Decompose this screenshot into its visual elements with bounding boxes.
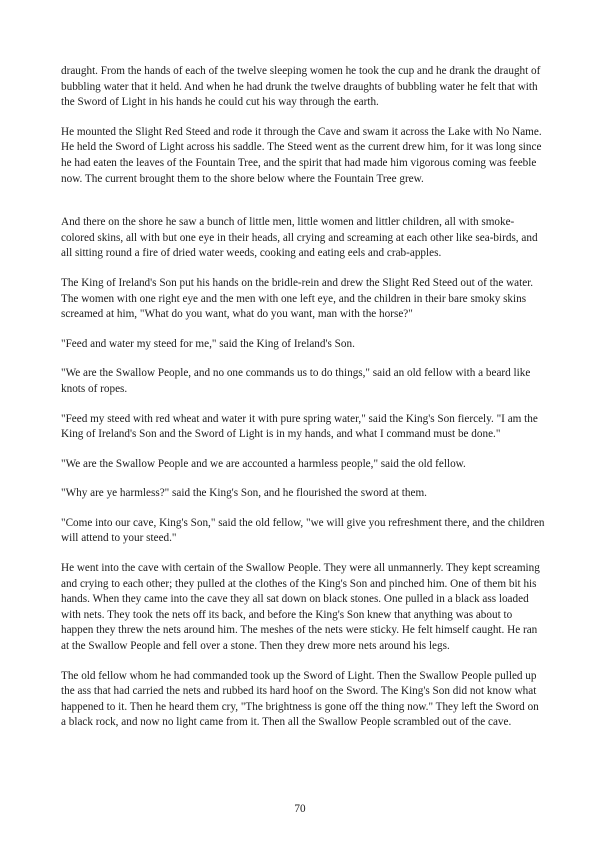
paragraph-11: He went into the cave with certain of the Swallow People. They were all unmannerly. They kept screaming and crying to each other; they pulled at the clothes of the King's Son and pinched him. One of them bit his hands. When they came into the cave they all sat down on black stones. One pulled in a black ass loaded with nets. They took the nets off its back, and before the King's Son knew that anything was about to happen they threw the nets around him. The meshes of the nets were sticky. He felt himself caught. He ran at the Swallow People and fell over a stone. Then they drew more nets around his legs. [61, 562, 540, 653]
paragraph-9: "Why are ye harmless?" said the King's Son, and he flourished the sword at them. [61, 487, 427, 500]
paragraph-8: "We are the Swallow People and we are accounted a harmless people," said the old fellow. [61, 457, 466, 470]
page-number: 70 [294, 803, 306, 815]
paragraph-5: "Feed and water my steed for me," said the King of Ireland's Son. [61, 337, 355, 350]
paragraph-3: And there on the shore he saw a bunch of little men, little women and littler children, all with smoke-colored skins, all with but one eye in their heads, all crying and screaming at each other like sea-birds, and all sitting round a fire of dried water weeds, cooking and eating eels and crab-apples. [61, 216, 538, 260]
paragraph-7: "Feed my steed with red wheat and water it with pure spring water," said the King's Son fiercely. "I am the King of Ireland's Son and the Sword of Light is in my hands, and what I command must be done." [61, 412, 538, 441]
paragraph-12: The old fellow whom he had commanded took up the Sword of Light. Then the Swallow People pulled up the ass that had carried the nets and rubbed its hard hoof on the Sword. The King's Son did not know what happened to it. Then he heard them cry, "The brightness is gone off the thing now." They left the Sword on a black rock, and now no light came from it. Then all the Swallow People scrambled out of the cave. [61, 669, 539, 729]
paragraph-2: He mounted the Slight Red Steed and rode it through the Cave and swam it across the Lake with No Name. He held the Sword of Light across his saddle. The Steed went as the current drew him, for it was long since he had eaten the leaves of the Fountain Tree, and the spirit that had made him vigorous coming was feeble now. The current brought them to the shore below where the Fountain Tree grew. [61, 125, 542, 185]
paragraph-4: The King of Ireland's Son put his hands on the bridle-rein and drew the Slight Red Steed out of the water. The women with one right eye and the men with one left eye, and the children in their bare smoky skins screamed at him, "What do you want, what do you want, man with the horse?" [61, 276, 534, 321]
paragraph-6: "We are the Swallow People, and no one commands us to do things," said an old fellow with a beard like knots of ropes. [61, 367, 531, 395]
paragraph-10: "Come into our cave, King's Son," said the old fellow, "we will give you refreshment there, and the children will attend to your steed." [61, 516, 545, 545]
paragraph-1: draught. From the hands of each of the twelve sleeping women he took the cup and he drank the draught of bubbling water that it held. And when he had drunk the twelve draughts of bubbling water he felt that with the Sword of Light in his hands he could cut his way through the earth. [61, 65, 541, 109]
body-text [61, 64, 545, 745]
